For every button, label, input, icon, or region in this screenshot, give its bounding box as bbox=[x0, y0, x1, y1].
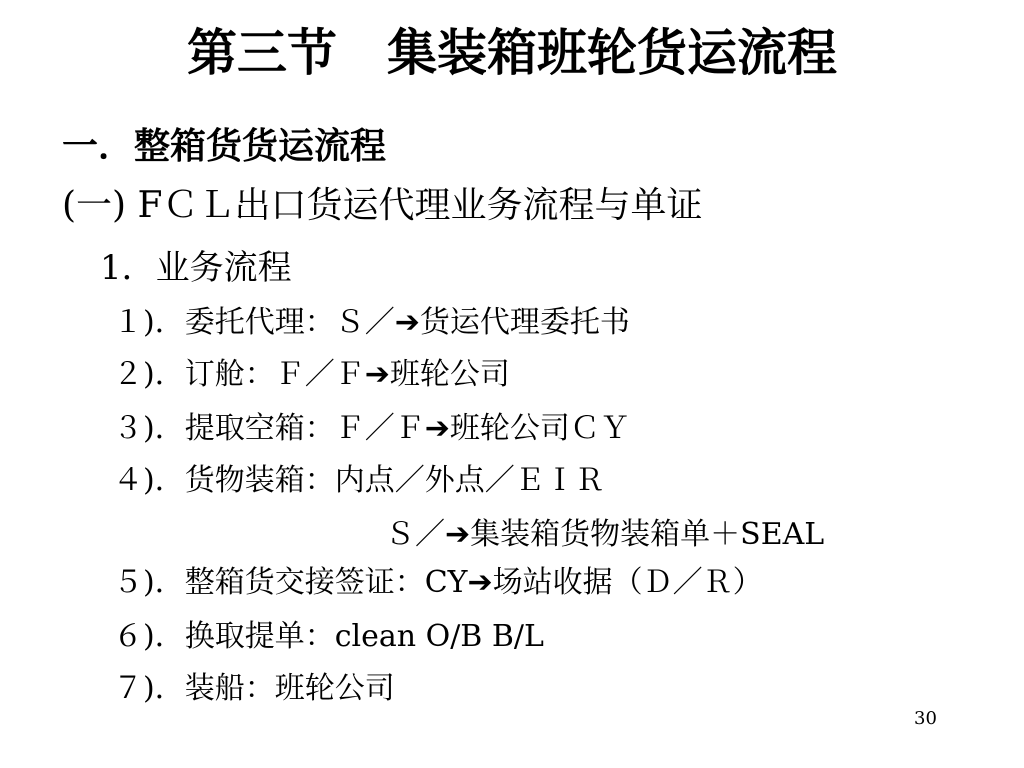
slide-title: 第三节 集装箱班轮货运流程 bbox=[187, 24, 837, 82]
step-item: ７)．装船：班轮公司 bbox=[113, 671, 395, 706]
section-heading: 一．整箱货货运流程 bbox=[62, 126, 387, 167]
step-item-continuation: Ｓ／➔集装箱货物装箱单＋SEAL bbox=[385, 517, 825, 552]
step-item: ３)．提取空箱：Ｆ／Ｆ➔班轮公司ＣＹ bbox=[113, 411, 630, 446]
step-item: ６)．换取提单：clean O/B B/L bbox=[113, 619, 544, 654]
step-item: １)．委托代理：Ｓ／➔货运代理委托书 bbox=[113, 305, 630, 340]
subsection-heading: (一) FＣＬ出口货运代理业务流程与单证 bbox=[62, 185, 703, 226]
page-number: 30 bbox=[914, 708, 937, 729]
step-item: ４)．货物装箱：内点／外点／ＥＩＲ bbox=[113, 463, 605, 498]
step-item: ５)．整箱货交接签证：CY➔场站收据（Ｄ／Ｒ） bbox=[113, 565, 763, 600]
process-heading: 1．业务流程 bbox=[100, 248, 292, 288]
step-item: ２)．订舱：Ｆ／Ｆ➔班轮公司 bbox=[113, 357, 510, 392]
